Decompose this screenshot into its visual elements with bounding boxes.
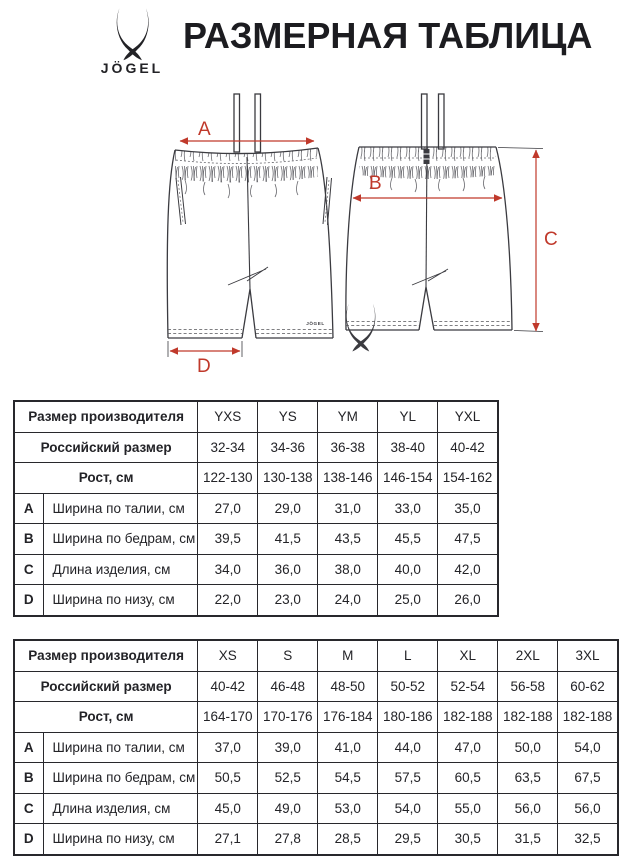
measure-value-cell: 50,0 — [498, 732, 558, 763]
size-value-cell: 34-36 — [258, 432, 318, 463]
measure-value-cell: 42,0 — [438, 554, 498, 585]
row-label: Ширина по талии, см — [43, 732, 198, 763]
size-value-cell: 46-48 — [258, 671, 318, 702]
pocket-left — [176, 177, 186, 225]
dim-label-a: A — [198, 119, 211, 140]
size-value-cell: 38-40 — [378, 432, 438, 463]
dimension-d — [168, 341, 242, 377]
size-value-cell: 154-162 — [438, 463, 498, 494]
size-value-cell: XL — [438, 640, 498, 671]
size-value-cell: YS — [258, 401, 318, 432]
measure-value-cell: 53,0 — [318, 793, 378, 824]
table-row — [14, 793, 618, 824]
dimension-letter-cell: A — [14, 732, 43, 763]
size-value-cell: L — [378, 640, 438, 671]
measure-value-cell: 54,0 — [378, 793, 438, 824]
dimension-letter-cell: B — [14, 763, 43, 794]
measure-value-cell: 23,0 — [258, 585, 318, 616]
table-row — [14, 554, 498, 585]
size-value-cell: 146-154 — [378, 463, 438, 494]
measure-value-cell: 40,0 — [378, 554, 438, 585]
measure-value-cell: 22,0 — [198, 585, 258, 616]
measure-value-cell: 34,0 — [198, 554, 258, 585]
size-value-cell: YXL — [438, 401, 498, 432]
size-table — [13, 639, 619, 856]
size-value-cell: S — [258, 640, 318, 671]
shorts-front-view — [167, 94, 333, 338]
measure-value-cell: 27,8 — [258, 824, 318, 855]
table-row — [14, 640, 618, 671]
dimension-letter-cell: A — [14, 493, 43, 524]
measure-value-cell: 54,5 — [318, 763, 378, 794]
dimension-letter-cell: C — [14, 793, 43, 824]
crease-mark-front — [228, 267, 268, 285]
row-label: Длина изделия, см — [43, 554, 198, 585]
size-value-cell: YM — [318, 401, 378, 432]
measure-value-cell: 39,5 — [198, 524, 258, 555]
size-value-cell: YXS — [198, 401, 258, 432]
dim-label-d: D — [197, 356, 211, 377]
measure-value-cell: 31,5 — [498, 824, 558, 855]
size-value-cell: 180-186 — [378, 702, 438, 733]
row-label: Российский размер — [14, 671, 198, 702]
leg-logo — [306, 304, 375, 352]
size-value-cell: 32-34 — [198, 432, 258, 463]
brand-logo-icon — [99, 6, 165, 63]
measure-value-cell: 49,0 — [258, 793, 318, 824]
size-value-cell: 182-188 — [558, 702, 618, 733]
row-label: Ширина по бедрам, см — [43, 524, 198, 555]
measure-value-cell: 43,5 — [318, 524, 378, 555]
measure-value-cell: 44,0 — [378, 732, 438, 763]
measure-value-cell: 37,0 — [198, 732, 258, 763]
measure-value-cell: 67,5 — [558, 763, 618, 794]
measure-value-cell: 33,0 — [378, 493, 438, 524]
table-row — [14, 463, 498, 494]
row-label: Ширина по бедрам, см — [43, 763, 198, 794]
measure-value-cell: 47,0 — [438, 732, 498, 763]
table-row — [14, 702, 618, 733]
measure-value-cell: 24,0 — [318, 585, 378, 616]
measure-value-cell: 29,5 — [378, 824, 438, 855]
row-label: Рост, см — [14, 463, 198, 494]
measure-value-cell: 27,1 — [198, 824, 258, 855]
leg-logo-text: JÖGEL — [306, 321, 325, 326]
drawstring-right — [255, 94, 261, 152]
row-label: Размер производителя — [14, 640, 198, 671]
measure-value-cell: 27,0 — [198, 493, 258, 524]
measure-value-cell: 52,5 — [258, 763, 318, 794]
shorts-back-view — [346, 94, 543, 332]
size-value-cell: M — [318, 640, 378, 671]
dimension-letter-cell: D — [14, 585, 43, 616]
measure-value-cell: 45,0 — [198, 793, 258, 824]
measure-value-cell: 54,0 — [558, 732, 618, 763]
measure-value-cell: 41,0 — [318, 732, 378, 763]
measure-value-cell: 45,5 — [378, 524, 438, 555]
measure-value-cell: 28,5 — [318, 824, 378, 855]
page-title: РАЗМЕРНАЯ ТАБЛИЦА — [183, 15, 593, 56]
size-value-cell: 122-130 — [198, 463, 258, 494]
measure-value-cell: 55,0 — [438, 793, 498, 824]
table-row — [14, 671, 618, 702]
size-value-cell: 50-52 — [378, 671, 438, 702]
size-table-adult — [13, 639, 619, 856]
size-table — [13, 400, 499, 617]
size-value-cell: 2XL — [498, 640, 558, 671]
table-row — [14, 524, 498, 555]
measure-value-cell: 60,5 — [438, 763, 498, 794]
size-value-cell: 60-62 — [558, 671, 618, 702]
size-value-cell: YL — [378, 401, 438, 432]
row-label: Размер производителя — [14, 401, 198, 432]
measure-value-cell: 32,5 — [558, 824, 618, 855]
dimension-a — [180, 119, 314, 141]
row-label: Ширина по талии, см — [43, 493, 198, 524]
size-value-cell: 182-188 — [498, 702, 558, 733]
table-row — [14, 432, 498, 463]
size-value-cell: 3XL — [558, 640, 618, 671]
table-row — [14, 824, 618, 855]
size-value-cell: 52-54 — [438, 671, 498, 702]
size-value-cell: 164-170 — [198, 702, 258, 733]
row-label: Российский размер — [14, 432, 198, 463]
dimension-letter-cell: B — [14, 524, 43, 555]
measure-value-cell: 29,0 — [258, 493, 318, 524]
dimension-c — [536, 150, 558, 331]
size-value-cell: 176-184 — [318, 702, 378, 733]
size-table-youth — [13, 400, 499, 617]
measure-value-cell: 26,0 — [438, 585, 498, 616]
size-value-cell: 56-58 — [498, 671, 558, 702]
table-row — [14, 493, 498, 524]
size-value-cell: 138-146 — [318, 463, 378, 494]
size-value-cell: 40-42 — [198, 671, 258, 702]
table-row — [14, 401, 498, 432]
size-value-cell: 182-188 — [438, 702, 498, 733]
size-value-cell: 170-176 — [258, 702, 318, 733]
size-value-cell: 36-38 — [318, 432, 378, 463]
waistband-loop — [424, 149, 430, 164]
measure-value-cell: 41,5 — [258, 524, 318, 555]
measure-value-cell: 30,5 — [438, 824, 498, 855]
dimension-letter-cell: D — [14, 824, 43, 855]
size-value-cell: 40-42 — [438, 432, 498, 463]
table-row — [14, 763, 618, 794]
measure-value-cell: 31,0 — [318, 493, 378, 524]
brand-logo — [92, 6, 172, 76]
row-label: Ширина по низу, см — [43, 585, 198, 616]
crease-mark-back — [412, 269, 448, 285]
row-label: Ширина по низу, см — [43, 824, 198, 855]
dim-label-b: B — [369, 173, 382, 194]
size-value-cell: 48-50 — [318, 671, 378, 702]
measure-value-cell: 63,5 — [498, 763, 558, 794]
table-row — [14, 585, 498, 616]
measure-value-cell: 35,0 — [438, 493, 498, 524]
row-label: Длина изделия, см — [43, 793, 198, 824]
brand-logo-text: JÖGEL — [100, 60, 164, 76]
table-row — [14, 732, 618, 763]
measure-value-cell: 47,5 — [438, 524, 498, 555]
measure-value-cell: 39,0 — [258, 732, 318, 763]
measure-value-cell: 50,5 — [198, 763, 258, 794]
measure-value-cell: 57,5 — [378, 763, 438, 794]
shorts-measurement-diagram — [0, 85, 626, 390]
measure-value-cell: 38,0 — [318, 554, 378, 585]
size-value-cell: 130-138 — [258, 463, 318, 494]
measure-value-cell: 56,0 — [498, 793, 558, 824]
dimension-letter-cell: C — [14, 554, 43, 585]
measure-value-cell: 56,0 — [558, 793, 618, 824]
measure-value-cell: 36,0 — [258, 554, 318, 585]
measure-value-cell: 25,0 — [378, 585, 438, 616]
dim-label-c: C — [544, 229, 558, 250]
row-label: Рост, см — [14, 702, 198, 733]
drawstring-left — [234, 94, 240, 152]
size-value-cell: XS — [198, 640, 258, 671]
